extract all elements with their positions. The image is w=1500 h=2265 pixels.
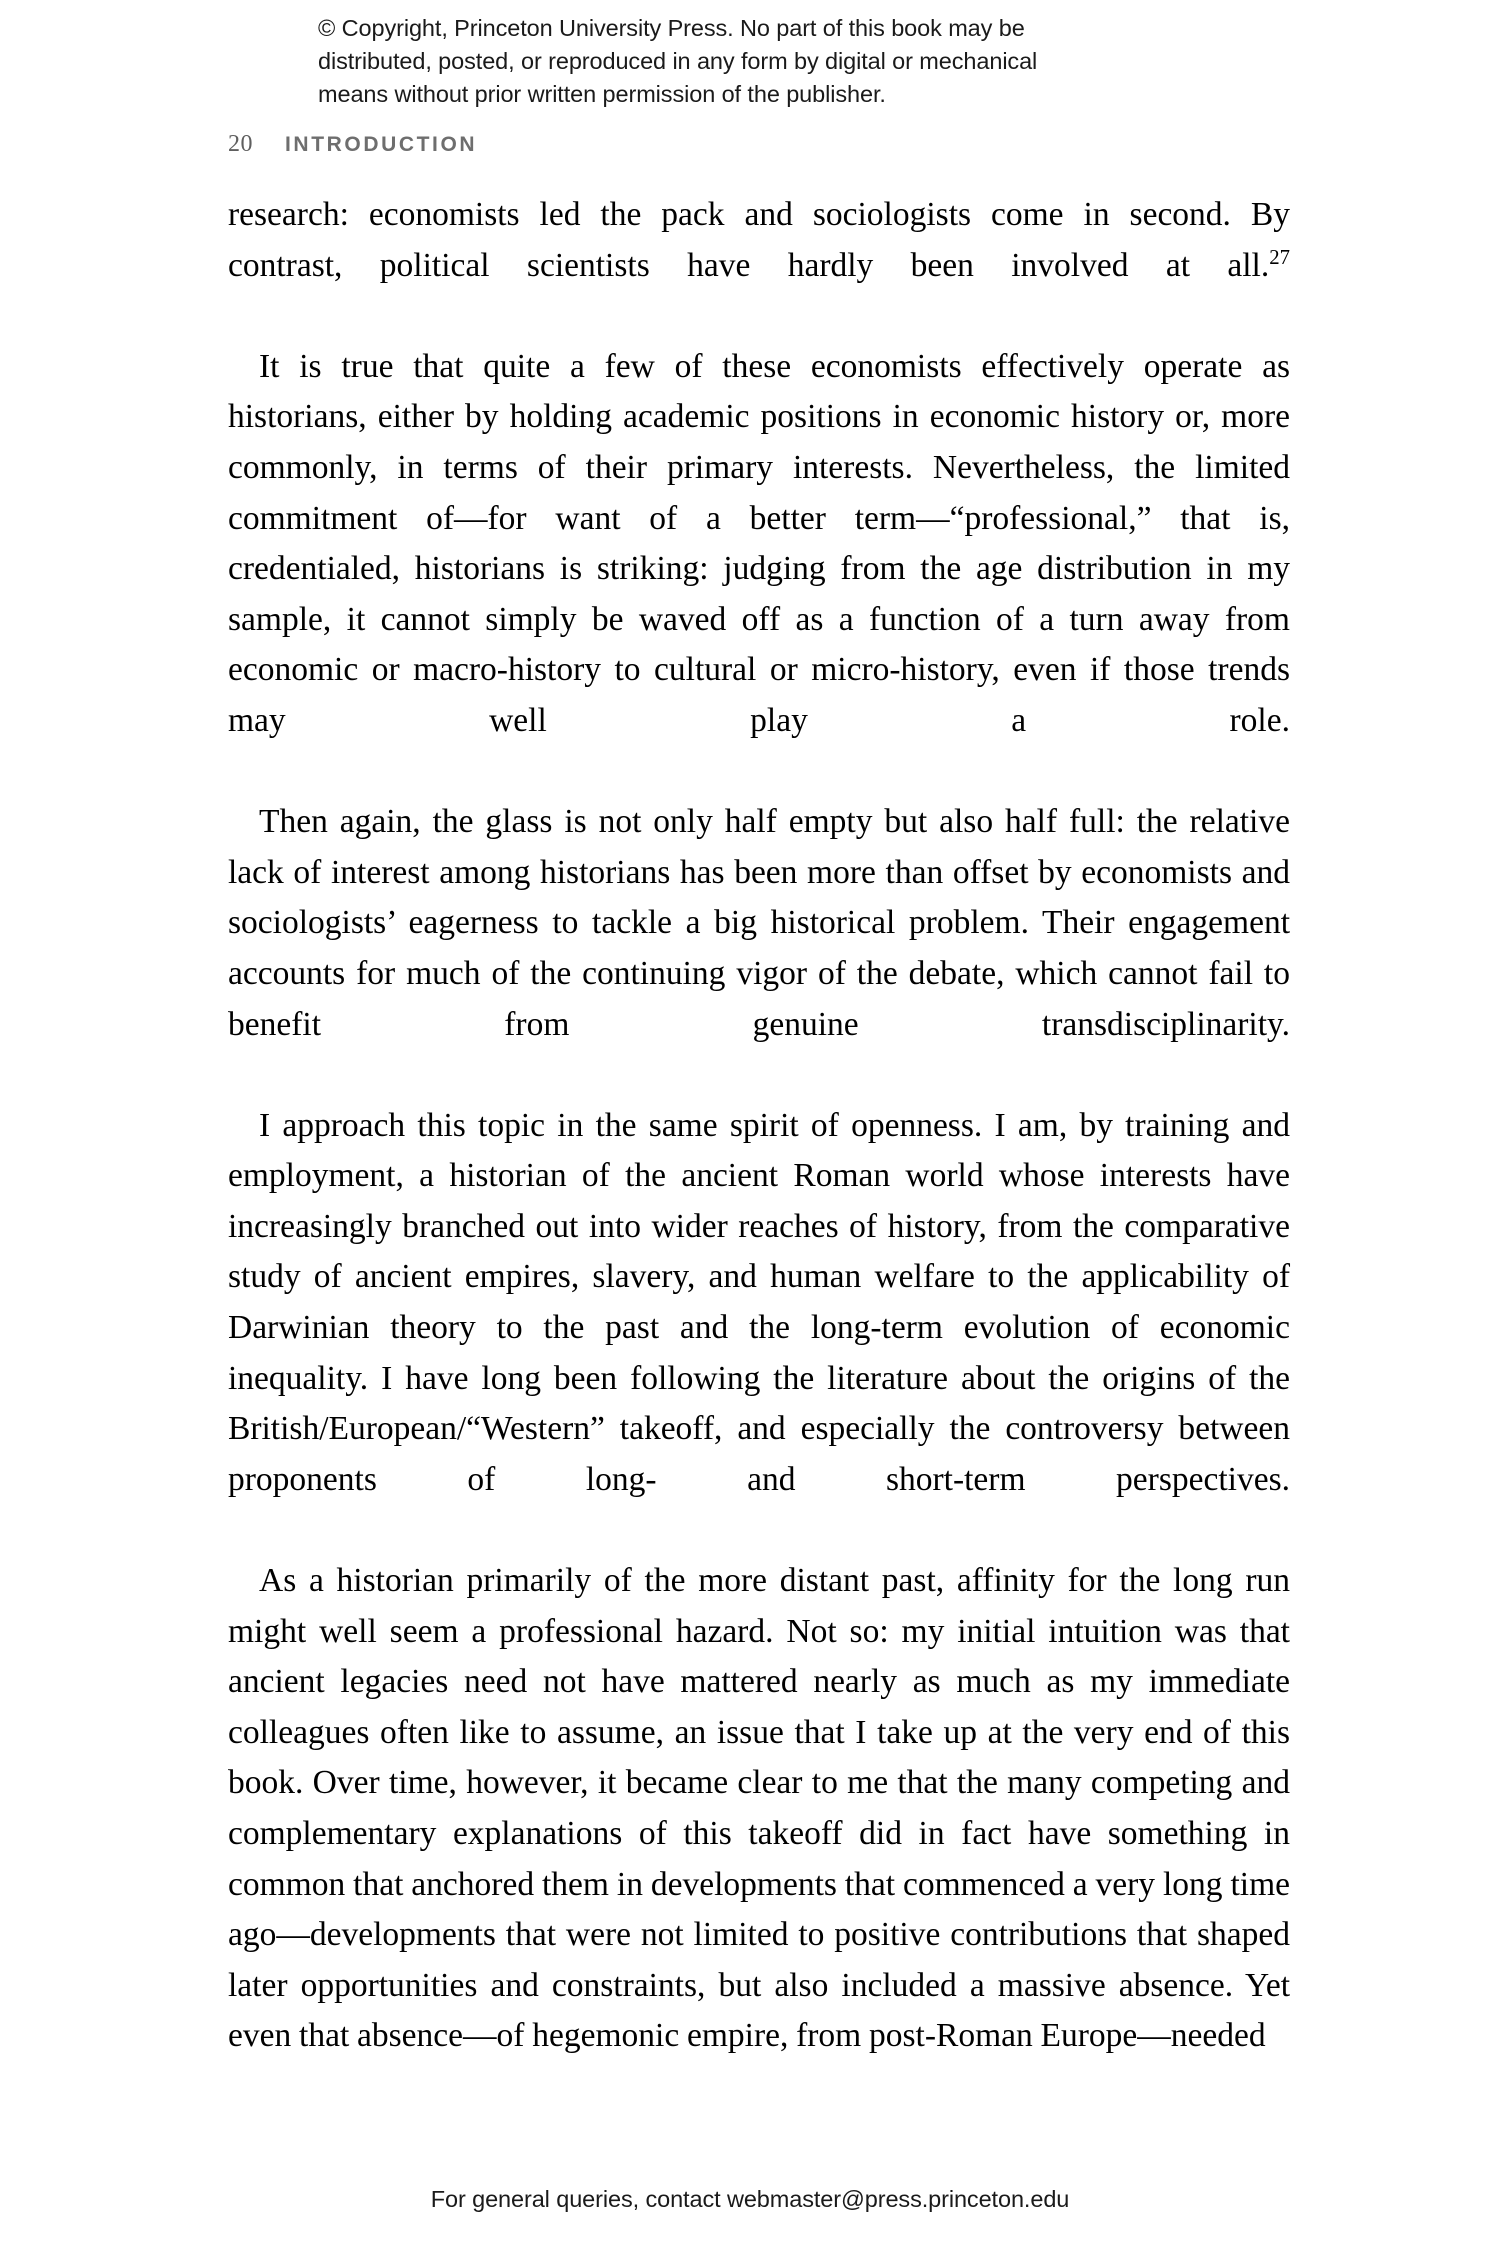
paragraph-1-text: research: economists led the pack and sociologists come in second. By contrast, political scientists have hardly been involved at all. [228,196,1290,284]
paragraph-1 [228,190,1290,342]
copyright-notice-line-2: distributed, posted, or reproduced in any form by digital or mechanical [318,48,1038,74]
chapter-title: INTRODUCTION [285,133,478,156]
footer-note: For general queries, contact webmaster@press.princeton.edu [430,2186,1070,2212]
copyright-notice-line-1: © Copyright, Princeton University Press. No part of this book may be [318,15,1025,41]
paragraph-4: I approach this topic in the same spirit of openness. I am, by training and employment, a historian of the ancient Roman world whose interests have increasingly branched out into wider reaches of history, from the comparative study of ancient empires, slavery, and human welfare to the applicability of Darwinian theory to the past and the long-term evolution of economic inequality. I have long been following the literature about the origins of the British/European/“Western” takeoff, and especially the controversy between proponents of long- and short-term perspectives. [228,1106,1290,1498]
paragraph-2: It is true that quite a few of these economists effectively operate as historians, either by holding academic positions in economic history or, more commonly, in terms of their primary interests. Nevertheless, the limited commitment of—for want of a better term—“professional,” that is, credentialed, historians is striking: judging from the age distribution in my sample, it cannot simply be waved off as a function of a turn away from economic or macro-history to cultural or micro-history, even if those trends may well play a role. [228,347,1290,739]
page-number: 20 [228,131,253,157]
copyright-notice [318,12,1168,111]
footnote-reference[interactable]: 27 [1269,245,1290,269]
running-head [228,131,477,158]
paragraph-5: As a historian primarily of the more distant past, affinity for the long run might well seem a professional hazard. Not so: my initial intuition was that ancient legacies need not have mattered nearly as much as my immediate colleagues often like to assume, an issue that I take up at the very end of this book. Over time, however, it became clear to me that the many competing and complementary explanations of this takeoff did in fact have something in common that anchored them in developments that commenced a very long time ago—developments that were not limited to positive contributions that shaped later opportunities and constraints, but also included a massive absence. Yet even that absence—of hegemonic empire, from post-Roman Europe—needed [228,1562,1290,2055]
paragraph-3: Then again, the glass is not only half empty but also half full: the relative lack of interest among historians has been more than offset by economists and sociologists’ eagerness to tackle a big historical problem. Their engagement accounts for much of the continuing vigor of the debate, which cannot fail to benefit from genuine transdisciplinarity. [228,803,1290,1043]
body-text-block [228,190,1290,2062]
copyright-notice-line-3: means without prior written permission of the publisher. [318,81,886,107]
